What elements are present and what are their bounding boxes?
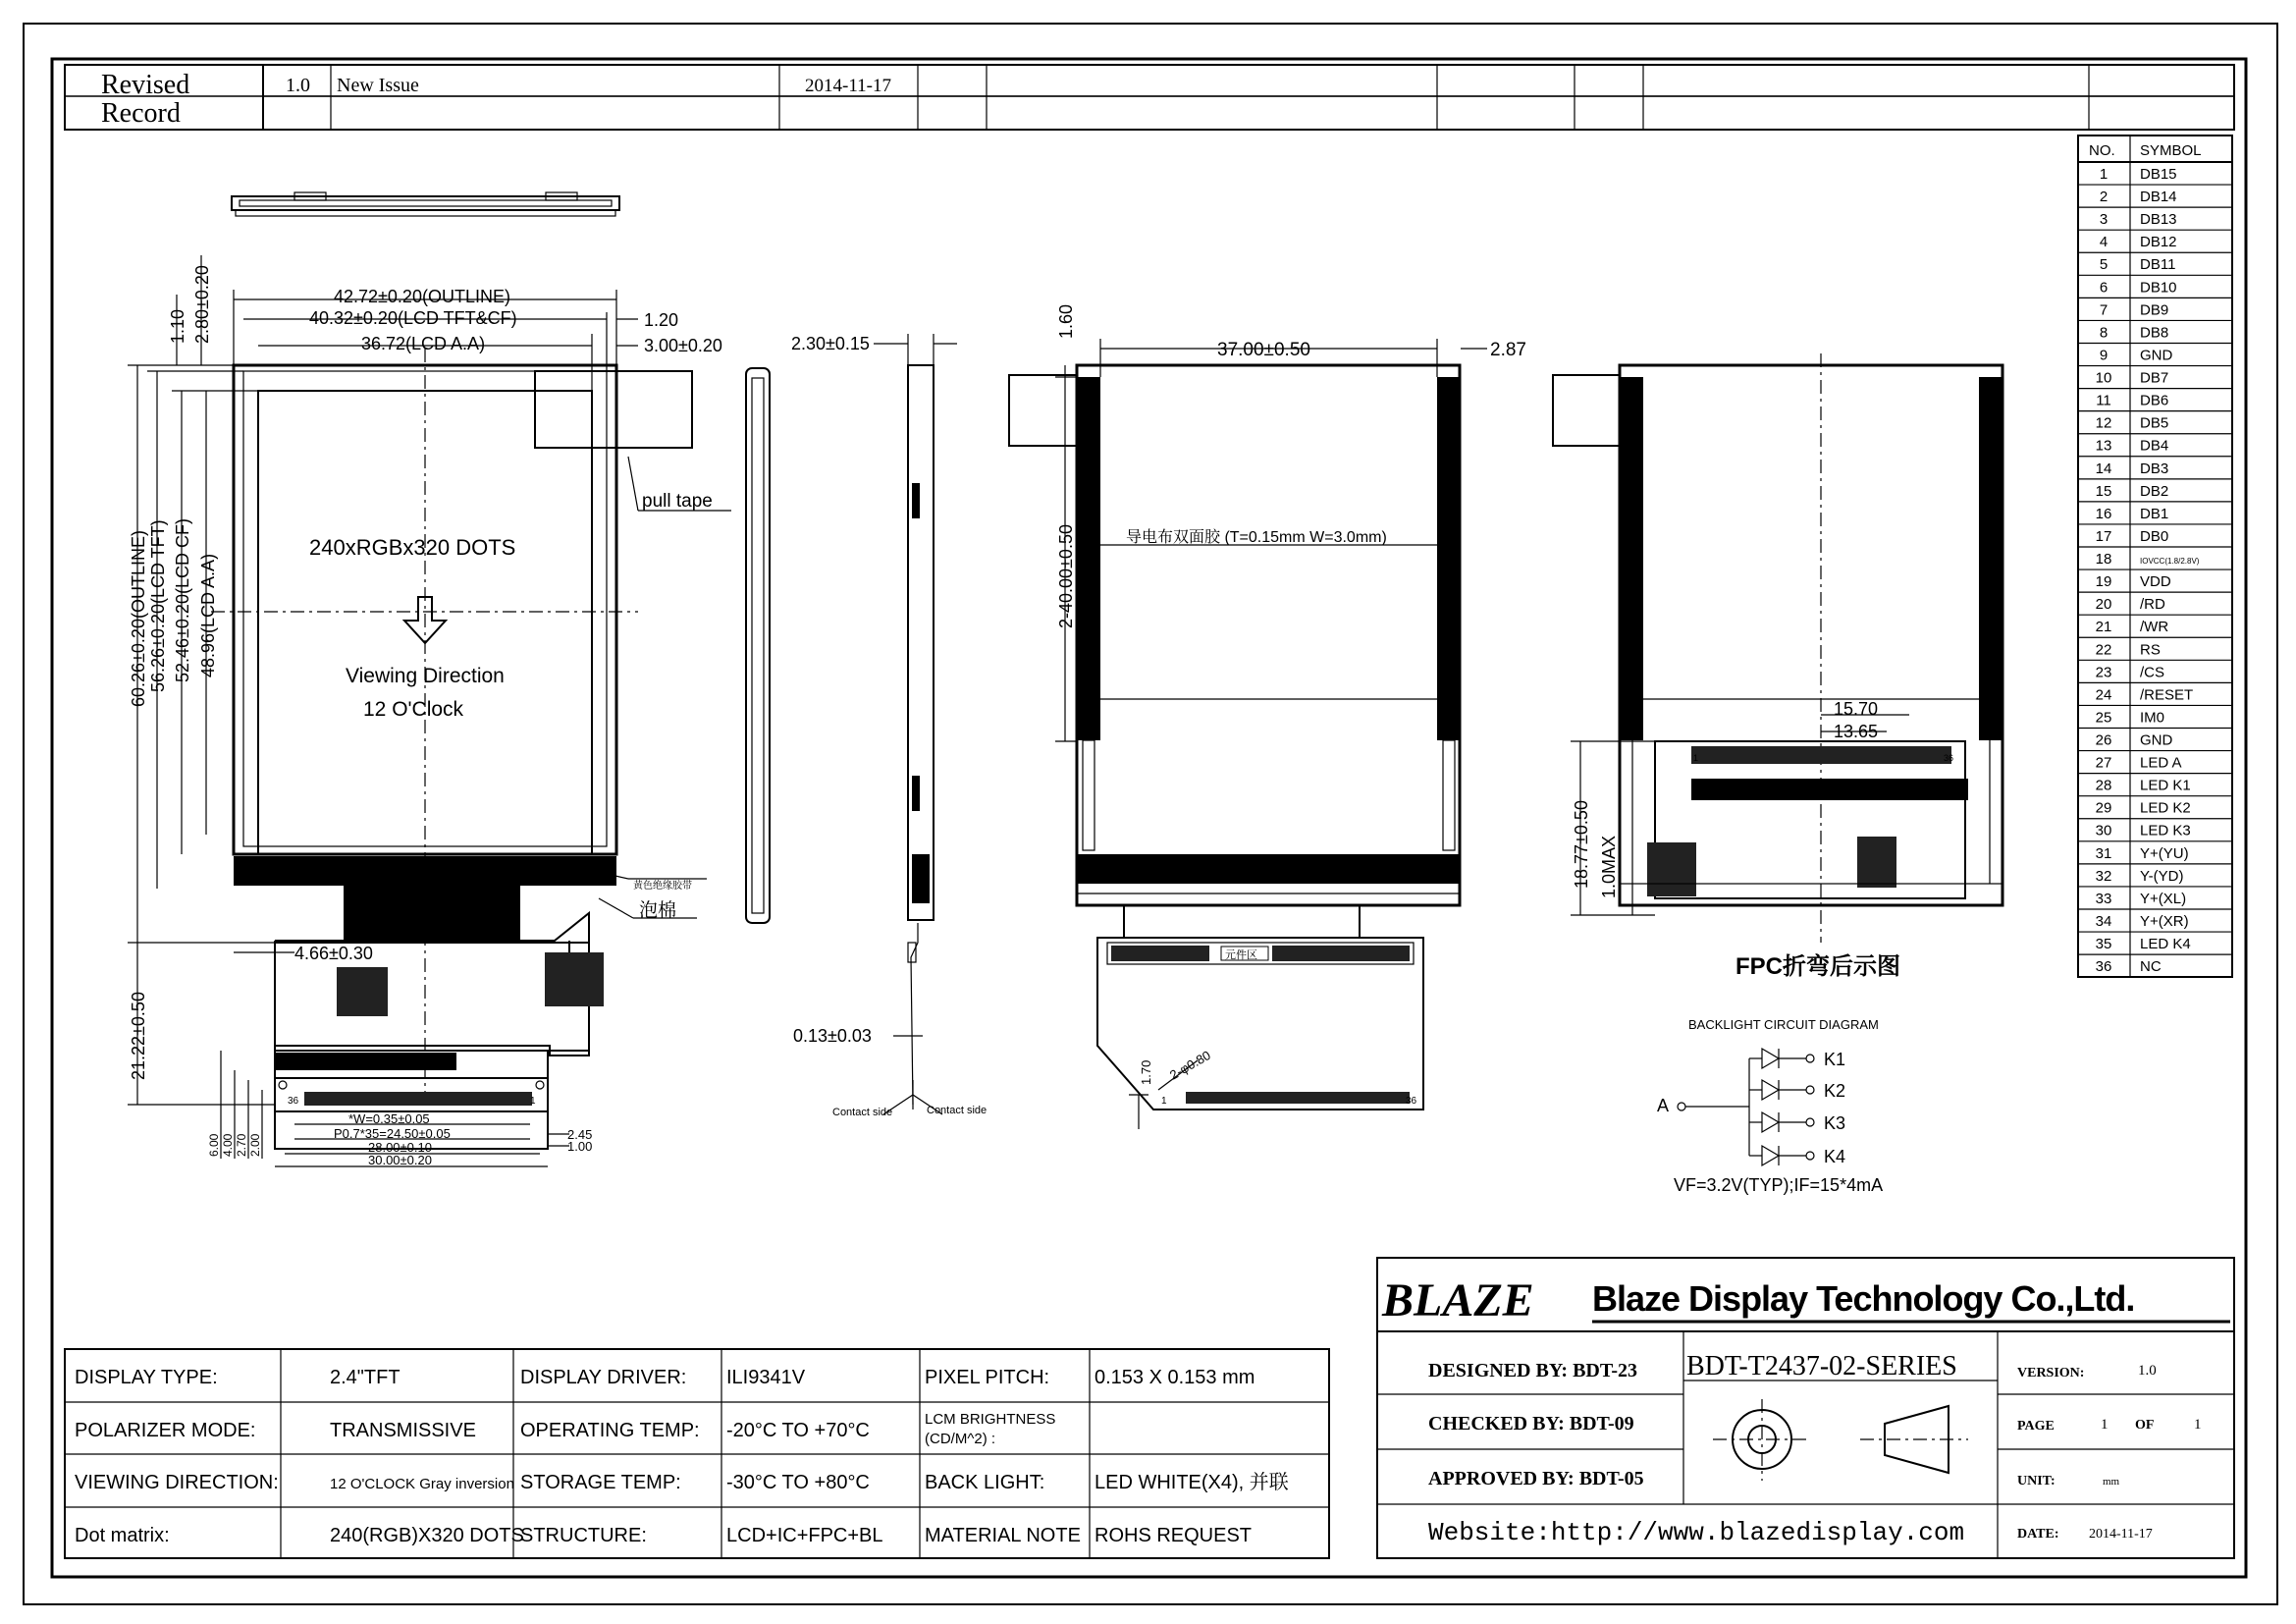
unit-value: mm xyxy=(2103,1476,2120,1488)
front-view xyxy=(128,255,731,1167)
pin-symbol: NC xyxy=(2140,958,2162,976)
pin-table xyxy=(2078,135,2232,977)
record-label: Record xyxy=(101,98,181,129)
checked-by: CHECKED BY: BDT-09 xyxy=(1428,1413,1634,1435)
contact-side-left: Contact side xyxy=(832,1107,893,1118)
pin-symbol: /CS xyxy=(2140,664,2165,681)
spec-label: OPERATING TEMP: xyxy=(520,1420,700,1441)
dim-1-00: 1.00 xyxy=(567,1139,593,1154)
k3-label: K3 xyxy=(1824,1113,1846,1133)
designed-by: DESIGNED BY: BDT-23 xyxy=(1428,1360,1638,1381)
pin-no-header: NO. xyxy=(2089,142,2115,159)
company-logo: BLAZE xyxy=(1382,1274,1534,1326)
pull-tape-label: pull tape xyxy=(642,491,713,512)
pin-number: 29 xyxy=(2095,799,2112,817)
dim-2-00: 2.00 xyxy=(248,1133,262,1157)
dim-2-87: 2.87 xyxy=(1490,340,1526,360)
fpc-bent-caption: FPC折弯后示图 xyxy=(1735,953,1900,980)
pin-symbol: DB14 xyxy=(2140,189,2177,206)
bent-pin-1: 1 xyxy=(1693,753,1699,763)
pin-symbol: DB2 xyxy=(2140,482,2169,500)
dim-15-70: 15.70 xyxy=(1834,699,1879,719)
pin-symbol: DB13 xyxy=(2140,211,2177,229)
dim-2-45: 2.45 xyxy=(567,1127,593,1142)
pin-symbol: DB0 xyxy=(2140,527,2169,545)
aa-width-dim: 36.72(LCD A.A) xyxy=(361,334,486,353)
page-label: PAGE xyxy=(2017,1419,2055,1434)
pin-symbol: DB4 xyxy=(2140,437,2169,455)
pin-symbol: Y-(YD) xyxy=(2140,867,2184,885)
front-pin-1: 1 xyxy=(530,1096,536,1107)
pin-symbol: Y+(YU) xyxy=(2140,844,2189,862)
back-pin-36: 36 xyxy=(1406,1096,1417,1107)
spec-label: BACK LIGHT: xyxy=(925,1472,1045,1493)
pin-number: 13 xyxy=(2095,437,2112,455)
spec-label: LCM BRIGHTNESS (CD/M^2) : xyxy=(925,1411,1056,1447)
foam-label: 泡棉 xyxy=(639,900,677,921)
version-value: 1.0 xyxy=(2138,1363,2157,1379)
revision-date: 2014-11-17 xyxy=(805,76,891,96)
pin-number: 31 xyxy=(2095,844,2112,862)
led-icon xyxy=(1749,1049,1814,1068)
pin-symbol: VDD xyxy=(2140,573,2171,591)
pin-number: 30 xyxy=(2095,822,2112,839)
spec-value: -30°C TO +80°C xyxy=(726,1472,870,1493)
fpc-offset-dim: 4.66±0.30 xyxy=(294,944,373,963)
clock-text: 12 O'Clock xyxy=(363,698,464,721)
pin-number: 1 xyxy=(2099,166,2109,183)
pin-number: 16 xyxy=(2095,505,2112,522)
width-28-dim: 28.00±0.10 xyxy=(368,1140,432,1155)
pin-number: 5 xyxy=(2099,256,2109,274)
spec-label: DISPLAY DRIVER: xyxy=(520,1367,687,1388)
approved-by: APPROVED BY: BDT-05 xyxy=(1428,1468,1644,1489)
title-block xyxy=(1377,1258,2234,1558)
pin-number: 17 xyxy=(2095,527,2112,545)
pin-number: 23 xyxy=(2095,664,2112,681)
dim-4-00: 4.00 xyxy=(221,1133,235,1157)
backlight-circuit xyxy=(1657,1017,1883,1195)
pin-symbol: DB3 xyxy=(2140,460,2169,477)
spec-value: 12 O'CLOCK Gray inversion xyxy=(330,1476,514,1492)
pin-number: 10 xyxy=(2095,369,2112,387)
side-view-edge xyxy=(746,368,770,923)
pin-symbol: LED K3 xyxy=(2140,822,2191,839)
tft-cf-width-dim: 40.32±0.20(LCD TFT&CF) xyxy=(309,308,517,328)
cf-height-dim: 52.46±0.20(LCD CF) xyxy=(173,518,192,682)
pin-number: 22 xyxy=(2095,641,2112,659)
tape-note: 黄色绝缘胶带 xyxy=(633,881,692,892)
spec-value: -20°C TO +70°C xyxy=(726,1420,870,1441)
unit-label: UNIT: xyxy=(2017,1474,2056,1489)
front-stiffener-label: 0.5T t=0.05mm xyxy=(363,1058,430,1069)
spec-value: 0.153 X 0.153 mm xyxy=(1095,1367,1255,1388)
pin-symbol: IM0 xyxy=(2140,709,2165,727)
pin-symbol: /WR xyxy=(2140,619,2169,636)
width-37-dim: 37.00±0.50 xyxy=(1217,340,1310,360)
pin-number: 35 xyxy=(2095,936,2112,953)
tft-height-dim: 56.26±0.20(LCD TFT) xyxy=(148,519,168,692)
pin-number: 2 xyxy=(2099,189,2109,206)
dim-2-80: 2.80±0.20 xyxy=(192,265,212,344)
dim-1-10: 1.10 xyxy=(168,308,187,344)
spec-value: TRANSMISSIVE xyxy=(330,1420,476,1441)
hole-dim: 2-φ0.80 xyxy=(1167,1047,1213,1083)
pin-number: 9 xyxy=(2099,347,2109,364)
led-icon xyxy=(1749,1080,1814,1100)
pin-symbol: DB10 xyxy=(2140,279,2177,297)
backlight-title: BACKLIGHT CIRCUIT DIAGRAM xyxy=(1688,1017,1879,1032)
pin-number: 24 xyxy=(2095,686,2112,704)
spec-label: MATERIAL NOTE xyxy=(925,1525,1081,1546)
spec-value: LED WHITE(X4), 并联 xyxy=(1095,1472,1289,1493)
pin-symbol: LED K2 xyxy=(2140,799,2191,817)
pin-number: 15 xyxy=(2095,482,2112,500)
pin-number: 28 xyxy=(2095,777,2112,794)
pin-number: 33 xyxy=(2095,890,2112,907)
pin-number: 6 xyxy=(2099,279,2109,297)
pin-number: 7 xyxy=(2099,301,2109,319)
pad-width-dim: *W=0.35±0.05 xyxy=(348,1111,430,1126)
pin-symbol: /RD xyxy=(2140,596,2165,614)
page-of: OF xyxy=(2135,1418,2155,1433)
revision-version: 1.0 xyxy=(286,75,310,96)
spec-label: DISPLAY TYPE: xyxy=(75,1367,218,1388)
dim-3-00: 3.00±0.20 xyxy=(644,336,722,355)
pin-number: 34 xyxy=(2095,912,2112,930)
revision-record xyxy=(65,65,2234,130)
pin-number: 11 xyxy=(2096,392,2111,409)
pin-number: 4 xyxy=(2099,234,2109,251)
spec-label: Dot matrix: xyxy=(75,1525,170,1546)
outline-height-dim: 60.26±0.20(OUTLINE) xyxy=(129,530,148,707)
pin-number: 19 xyxy=(2095,573,2112,591)
pin-symbol: IOVCC(1.8/2.8V) xyxy=(2140,557,2200,567)
pin-symbol: GND xyxy=(2140,731,2173,749)
anode-label: A xyxy=(1657,1096,1670,1115)
dim-1-20: 1.20 xyxy=(644,310,679,330)
pin-symbol: /RESET xyxy=(2140,686,2194,704)
backlight-note: VF=3.2V(TYP);IF=15*4mA xyxy=(1674,1175,1884,1195)
comp-area-label: 元件区 xyxy=(411,912,439,922)
thickness-dim: 2.30±0.15 xyxy=(791,334,870,353)
version-label: VERSION: xyxy=(2017,1366,2085,1380)
date-label: DATE: xyxy=(2017,1527,2059,1542)
pin-symbol: DB1 xyxy=(2140,505,2169,522)
specs-table xyxy=(65,1349,1329,1558)
spec-value: ILI9341V xyxy=(726,1367,806,1388)
company-name: Blaze Display Technology Co.,Ltd. xyxy=(1592,1278,2135,1319)
pin-symbol: DB15 xyxy=(2140,166,2177,183)
top-view xyxy=(232,192,619,216)
pin-number: 3 xyxy=(2099,211,2109,229)
pin-number: 20 xyxy=(2095,596,2112,614)
pin-symbol: LED K1 xyxy=(2140,777,2191,794)
page-total: 1 xyxy=(2194,1417,2202,1433)
spec-value: 2.4"TFT xyxy=(330,1367,400,1388)
pin-number: 18 xyxy=(2095,551,2112,568)
resolution-text: 240xRGBx320 DOTS xyxy=(309,535,516,560)
spec-value: LCD+IC+FPC+BL xyxy=(726,1525,883,1546)
pin-symbol-header: SYMBOL xyxy=(2140,142,2202,159)
pitch-dim: P0.7*35=24.50±0.05 xyxy=(334,1126,451,1141)
max-dim: 1.0MAX xyxy=(1599,835,1619,898)
pin-symbol: LED K4 xyxy=(2140,936,2191,953)
pin-symbol: LED A xyxy=(2140,754,2182,772)
led-icon xyxy=(1749,1112,1814,1132)
pin-symbol: DB6 xyxy=(2140,392,2169,409)
spec-label: VIEWING DIRECTION: xyxy=(75,1472,279,1493)
viewing-direction-text: Viewing Direction xyxy=(346,665,505,687)
dim-1-70: 1.70 xyxy=(1139,1059,1153,1085)
dim-13-65: 13.65 xyxy=(1834,722,1879,741)
contact-side-right: Contact side xyxy=(927,1105,988,1116)
pin-number: 25 xyxy=(2095,709,2112,727)
pin-symbol: Y+(XR) xyxy=(2140,912,2189,930)
revised-label: Revised xyxy=(101,70,190,100)
pin-number: 8 xyxy=(2099,324,2109,342)
page-value: 1 xyxy=(2101,1417,2109,1433)
pin-number: 12 xyxy=(2095,414,2112,432)
pin-symbol: DB8 xyxy=(2140,324,2169,342)
pin-number: 32 xyxy=(2095,867,2112,885)
pin-symbol: RS xyxy=(2140,641,2161,659)
pin-number: 14 xyxy=(2095,460,2112,477)
back-pin-1: 1 xyxy=(1161,1096,1167,1107)
dim-6-00: 6.00 xyxy=(207,1133,221,1157)
projection-symbol-icon xyxy=(1713,1399,1968,1481)
pin-number: 21 xyxy=(2095,619,2112,636)
height-40-dim: 2-40.00±0.50 xyxy=(1056,524,1076,628)
dim-1-60: 1.60 xyxy=(1056,303,1076,339)
date-value: 2014-11-17 xyxy=(2089,1527,2153,1542)
aa-height-dim: 48.96(LCD A.A) xyxy=(198,553,218,677)
spec-label: POLARIZER MODE: xyxy=(75,1420,256,1441)
fpc-bent-view xyxy=(1553,353,2002,980)
pin-symbol: Y+(XL) xyxy=(2140,890,2187,907)
pin-symbol: DB7 xyxy=(2140,369,2169,387)
spec-label: STORAGE TEMP: xyxy=(520,1472,681,1493)
pin-number: 26 xyxy=(2095,731,2112,749)
fpc-height-dim: 21.22±0.50 xyxy=(129,992,148,1080)
front-pin-36: 36 xyxy=(288,1096,299,1107)
conductive-tape-note: 导电布双面胶 (T=0.15mm W=3.0mm) xyxy=(1126,529,1387,546)
k4-label: K4 xyxy=(1824,1147,1846,1166)
side-view-profile xyxy=(791,334,987,1118)
pin-symbol: DB11 xyxy=(2140,256,2176,274)
spec-value: ROHS REQUEST xyxy=(1095,1525,1253,1546)
k1-label: K1 xyxy=(1824,1050,1846,1069)
dim-2-70: 2.70 xyxy=(235,1133,248,1157)
spec-label: PIXEL PITCH: xyxy=(925,1367,1050,1388)
spec-value: 240(RGB)X320 DOTS xyxy=(330,1525,524,1546)
outline-width-dim: 42.72±0.20(OUTLINE) xyxy=(334,287,510,306)
k2-label: K2 xyxy=(1824,1081,1846,1101)
revision-description: New Issue xyxy=(337,75,419,96)
led-icon xyxy=(1749,1146,1814,1165)
pin-symbol: GND xyxy=(2140,347,2173,364)
pin-number: 27 xyxy=(2095,754,2112,772)
pin-symbol: DB9 xyxy=(2140,301,2169,319)
part-number: BDT-T2437-02-SERIES xyxy=(1686,1351,1957,1381)
back-comp-area: 元件区 xyxy=(1225,949,1257,961)
back-view xyxy=(1009,304,1526,1129)
bent-pin-36: 36 xyxy=(1944,753,1954,763)
fpc-thickness-dim: 0.13±0.03 xyxy=(793,1026,872,1046)
website: Website:http://www.blazedisplay.com xyxy=(1428,1518,1965,1547)
width-30-dim: 30.00±0.20 xyxy=(368,1153,432,1167)
pin-symbol: DB5 xyxy=(2140,414,2169,432)
pin-number: 36 xyxy=(2095,958,2112,976)
bent-height-dim: 18.77±0.50 xyxy=(1572,800,1591,889)
pin-symbol: DB12 xyxy=(2140,234,2177,251)
spec-label: STRUCTURE: xyxy=(520,1525,647,1546)
